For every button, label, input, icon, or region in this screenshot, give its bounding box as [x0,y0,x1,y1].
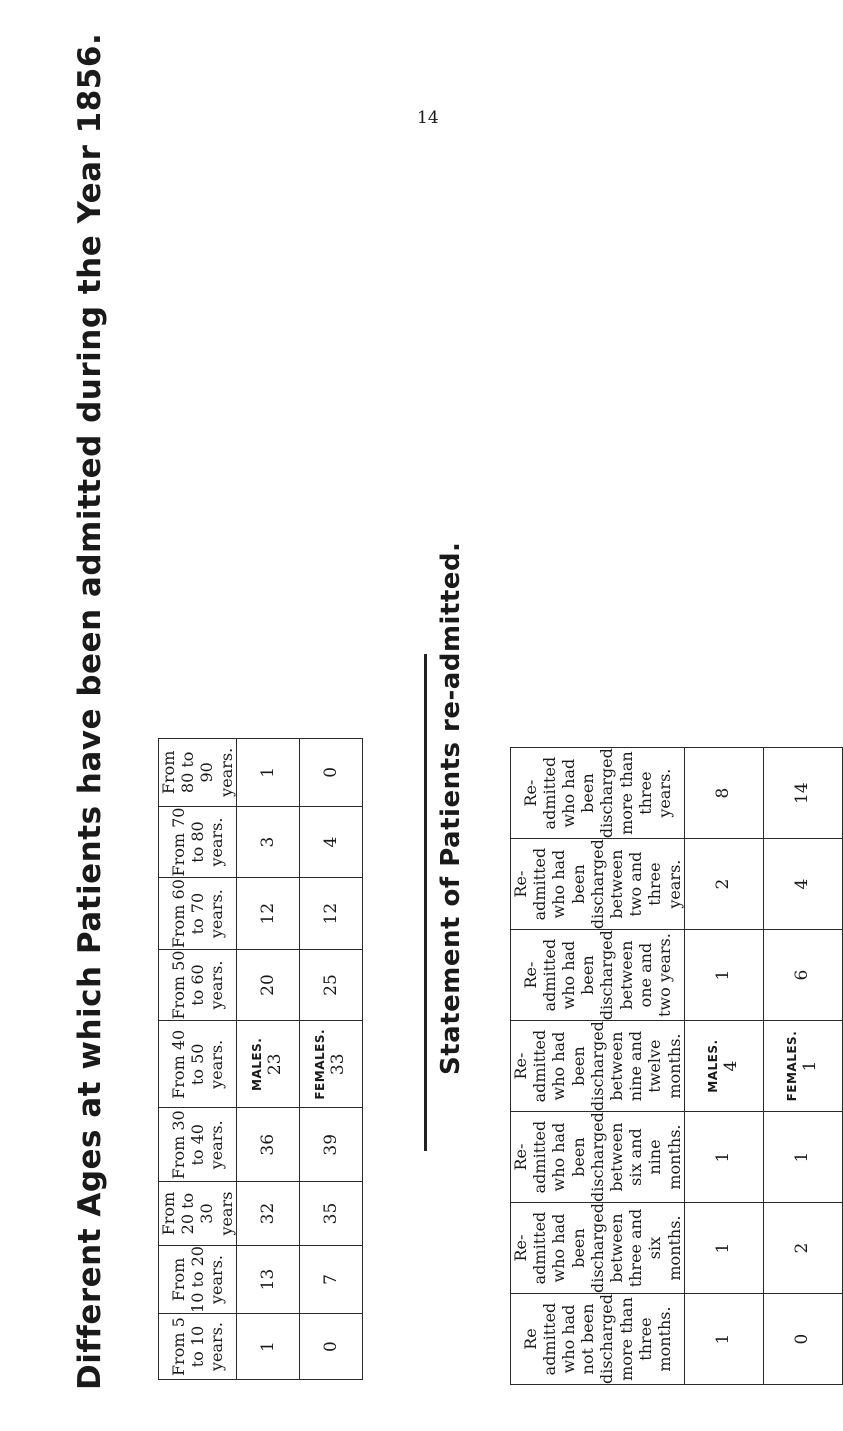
readmitted-females-cell [763,1021,842,1112]
page-number: 14 [417,108,439,128]
readmitted-header: Re-admitted who had been discharged between six and nine months. [511,1112,684,1203]
ages-header: From 60 to 70 years. [159,878,237,949]
readmitted-header: Re-admitted who had been discharged between one and two years. [511,930,685,1021]
readmitted-males-cell: 1 [684,1203,763,1294]
ages-header: From 80 to 90 years. [159,739,237,807]
ages-title: Different Ages at which Patients have been admitted during the Year 1856. [72,32,108,1390]
ages-females-cell: 0 [299,1314,362,1380]
readmitted-header: Re-admitted who had been discharged between nine and twelve months. [511,1021,684,1112]
ages-males-cell: 3 [236,806,299,878]
ages-females-cell: 7 [299,1245,362,1313]
males-label: MALES. [250,1037,265,1091]
ages-header: From 40 to 50 years. [159,1021,237,1108]
readmitted-females-cell: 4 [763,839,842,930]
ages-males-cell: 32 [236,1182,299,1246]
readmitted-title: Statement of Patients re-admitted. [436,541,466,1075]
ages-header: From 5 to 10 years. [159,1314,237,1380]
ages-header: From 70 to 80 years. [159,806,237,878]
females-label: FEMALES. [313,1028,328,1100]
readmitted-females-cell: 1 [763,1112,842,1203]
readmitted-males-cell: 1 [684,1294,763,1385]
ages-header: From 10 to 20 years. [159,1245,237,1313]
males-label: MALES. [706,1039,721,1093]
readmitted-header: Re-admitted who had been discharged between three and six months. [511,1203,684,1294]
readmitted-males-cell: 8 [684,748,763,839]
ages-females-cell [299,1021,362,1108]
ages-males-cell: 13 [236,1245,299,1313]
ages-females-cell: 25 [299,949,362,1020]
ages-table [158,738,363,1380]
readmitted-header: Re-admitted who had been discharged between two and three years. [511,839,684,930]
ages-females-cell: 39 [299,1108,362,1182]
readmitted-females-cell: 6 [763,930,842,1021]
ages-header: From 50 to 60 years. [159,949,237,1020]
ages-header: From 30 to 40 years. [159,1108,237,1182]
readmitted-males-cell [684,1021,763,1112]
ages-males-cell: 20 [236,949,299,1020]
ages-females-cell: 4 [299,806,362,878]
ages-males-cell [236,1021,299,1108]
ages-females-cell: 12 [299,878,362,949]
readmitted-females-cell: 0 [763,1294,842,1385]
readmitted-males-cell: 2 [684,839,763,930]
ages-males-cell: 1 [236,1314,299,1380]
readmitted-females-cell: 2 [763,1203,842,1294]
readmitted-table [510,747,843,1385]
ages-males-cell: 12 [236,878,299,949]
divider-rule [424,654,427,1151]
ages-header: From 20 to 30 years [159,1182,237,1246]
readmitted-females-cell: 14 [763,748,842,839]
readmitted-males-cell: 1 [684,930,763,1021]
readmitted-males-cell: 1 [684,1112,763,1203]
readmitted-females-value: 1 [799,1060,820,1072]
readmitted-header: Re admitted who had not been discharged more than three months. [511,1294,685,1385]
ages-females-cell: 0 [299,739,362,807]
readmitted-header: Re-admitted who had been discharged more than three years. [511,748,685,839]
ages-males-value: 23 [264,1053,285,1076]
ages-females-cell: 35 [299,1182,362,1246]
readmitted-males-value: 4 [720,1060,741,1072]
ages-females-value: 33 [327,1053,348,1076]
ages-males-cell: 1 [236,739,299,807]
females-label: FEMALES. [785,1030,800,1102]
ages-males-cell: 36 [236,1108,299,1182]
